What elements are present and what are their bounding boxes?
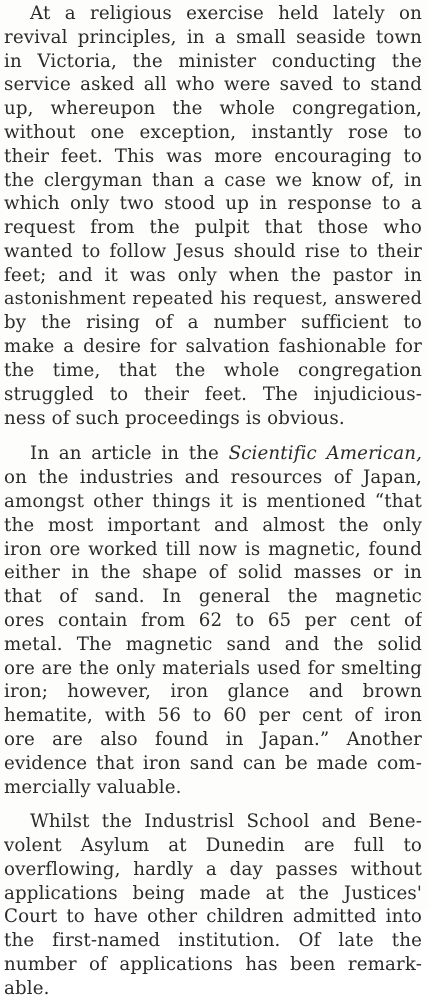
text-line bbox=[4, 442, 422, 466]
paragraph-gap bbox=[4, 430, 422, 442]
text-line: Whilst the Industrisl School and Bene- bbox=[30, 811, 422, 833]
paragraph-industrial-school bbox=[4, 810, 422, 1000]
publication-title: Scientific American, bbox=[228, 443, 422, 465]
text-line: wanted to follow Jesus should rise to their bbox=[4, 240, 422, 262]
text-line: metal. The magnetic sand and the solid bbox=[4, 633, 422, 655]
text-line: ness of such proceedings is obvious. bbox=[4, 407, 345, 429]
text-line: ore are the only materials used for smelting bbox=[4, 657, 422, 679]
text-line: Court to have other children admitted into bbox=[4, 906, 422, 928]
text-line: up, whereupon the whole congregation, bbox=[4, 98, 422, 120]
text-line: either in the shape of solid masses or in bbox=[4, 562, 422, 584]
paragraph-gap bbox=[4, 799, 422, 810]
text-line: At a religious exercise held lately on bbox=[30, 3, 422, 24]
text-line: by the rising of a number sufficient to bbox=[4, 312, 422, 334]
text-line: hematite, with 56 to 60 per cent of iron bbox=[4, 705, 422, 727]
text-line: without one exception, instantly rose to bbox=[4, 121, 422, 143]
text-line: which only two stood up in response to a bbox=[4, 193, 422, 215]
text-line: make a desire for salvation fashionable for bbox=[4, 336, 422, 358]
text-line: the first-named institution. Of late the bbox=[4, 930, 422, 952]
text-run: In an article in the bbox=[30, 443, 229, 465]
text-line: iron ore worked till now is magnetic, found bbox=[4, 538, 422, 560]
text-line: the most important and almost the only bbox=[4, 514, 422, 536]
text-line: applications being made at the Justices' bbox=[4, 882, 422, 904]
text-line: able. bbox=[4, 977, 50, 999]
paragraph-japan-iron bbox=[4, 442, 422, 799]
text-line: feet; and it was only when the pastor in bbox=[4, 264, 422, 286]
paragraph-revival-meeting bbox=[4, 2, 422, 430]
text-line: number of applications has been remark- bbox=[4, 954, 422, 976]
text-line: the clergyman than a case we know of, in bbox=[4, 169, 422, 191]
text-line: the time, that the whole congregation bbox=[4, 359, 422, 381]
text-line: ores contain from 62 to 65 per cent of bbox=[4, 609, 422, 631]
text-line: struggled to their feet. The injudicious- bbox=[4, 383, 422, 405]
text-line: revival principles, in a small seaside town bbox=[4, 26, 422, 48]
text-line: request from the pulpit that those who bbox=[4, 217, 422, 239]
text-line: that of sand. In general the magnetic bbox=[4, 586, 422, 608]
text-line: on the industries and resources of Japan, bbox=[4, 467, 422, 489]
text-line: volent Asylum at Dunedin are full to bbox=[4, 835, 422, 857]
text-line: amongst other things it is mentioned “that bbox=[4, 490, 422, 512]
text-line: evidence that iron sand can be made com- bbox=[4, 752, 422, 774]
text-line: their feet. This was more encouraging to bbox=[4, 145, 422, 167]
text-line: overflowing, hardly a day passes without bbox=[4, 858, 422, 880]
text-line: astonishment repeated his request, answered bbox=[4, 288, 422, 309]
text-line: iron; however, iron glance and brown bbox=[4, 681, 422, 703]
text-line: mercially valuable. bbox=[4, 776, 182, 798]
text-line: service asked all who were saved to stand bbox=[4, 74, 422, 96]
text-line: in Victoria, the minister conducting the bbox=[4, 50, 422, 72]
text-line: ore are also found in Japan.” Another bbox=[4, 728, 422, 750]
